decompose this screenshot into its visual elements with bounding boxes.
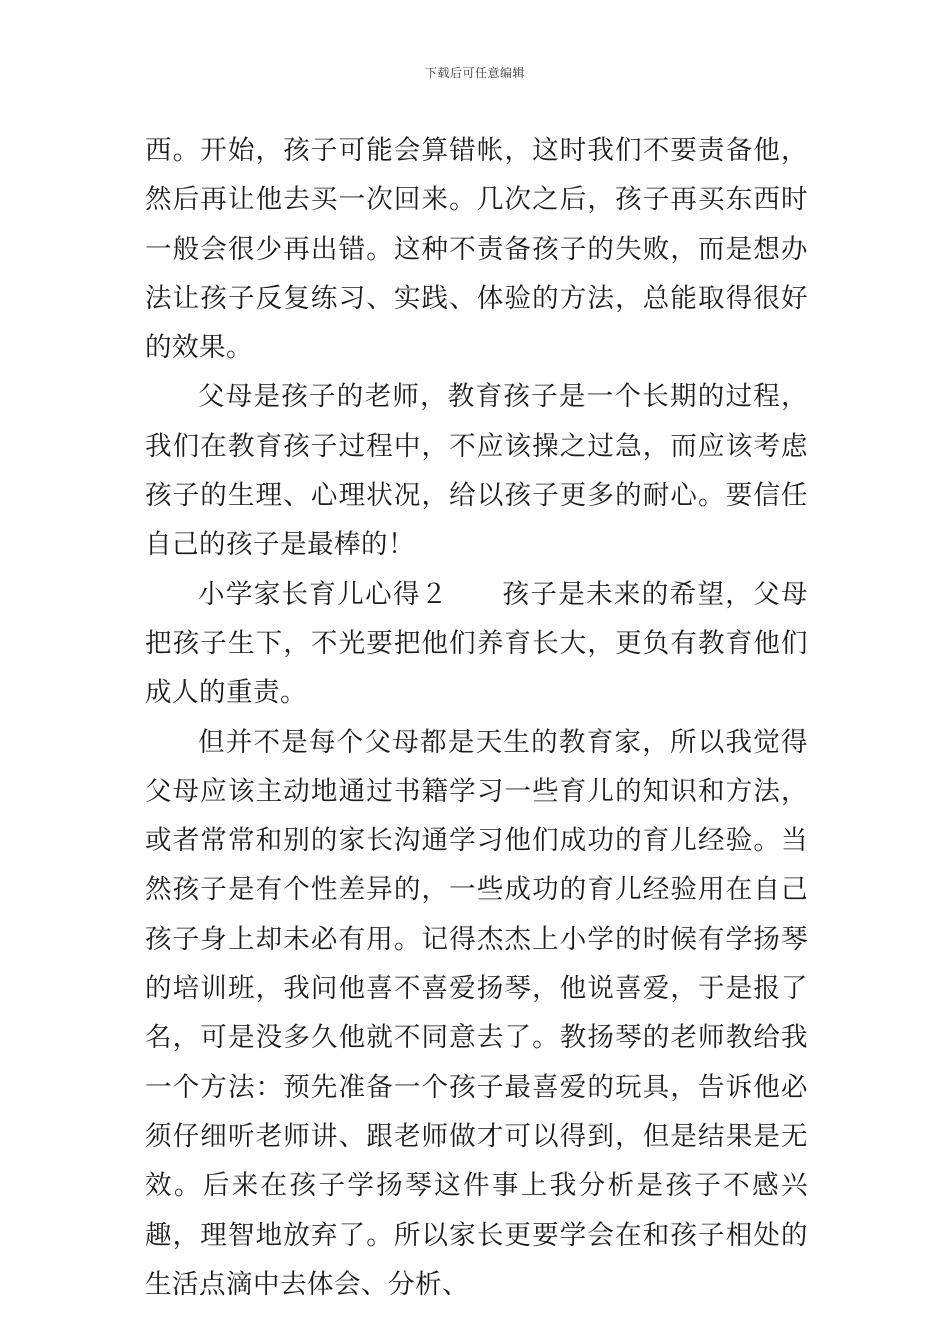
paragraph-3	[145, 570, 808, 718]
paragraph-4: 但并不是每个父母都是天生的教育家，所以我觉得父母应该主动地通过书籍学习一些育儿的知识和方法，或者常常和别的家长沟通学习他们成功的育儿经验。当然孩子是有个性差异的，一些成功的育儿经验用在自己孩子身上却未必有用。记得杰杰上小学的时候有学扬琴的培训班，我问他喜不喜爱扬琴，他说喜爱，于是报了名，可是没多久他就不同意去了。教扬琴的老师教给我一个方法：预先准备一个孩子最喜爱的玩具，告诉他必须仔细听老师讲、跟老师做才可以得到，但是结果是无效。后来在孩子学扬琴这件事上我分析是孩子不感兴趣，理智地放弃了。所以家长更要学会在和孩子相处的生活点滴中去体会、分析、	[145, 726, 808, 1300]
page-header: 下载后可任意编辑	[424, 66, 525, 80]
section-title: 小学家长育儿心得２	[198, 578, 449, 610]
document-body	[145, 126, 808, 1309]
paragraph-2: 父母是孩子的老师，教育孩子是一个长期的过程，我们在教育孩子过程中，不应该操之过急，而应该考虑孩子的生理、心理状况，给以孩子更多的耐心。要信任自己的孩子是最棒的！	[145, 381, 808, 561]
paragraph-3-text: 孩子是未来的希望，父母把孩子生下，不光要把他们养育长大，更负有教育他们成人的重责。	[145, 578, 809, 709]
paragraph-1: 西。开始，孩子可能会算错帐，这时我们不要责备他，然后再让他去买一次回来。几次之后，孩子再买东西时一般会很少再出错。这种不责备孩子的失败，而是想办法让孩子反复练习、实践、体验的方法，总能取得很好的效果。	[145, 135, 808, 364]
